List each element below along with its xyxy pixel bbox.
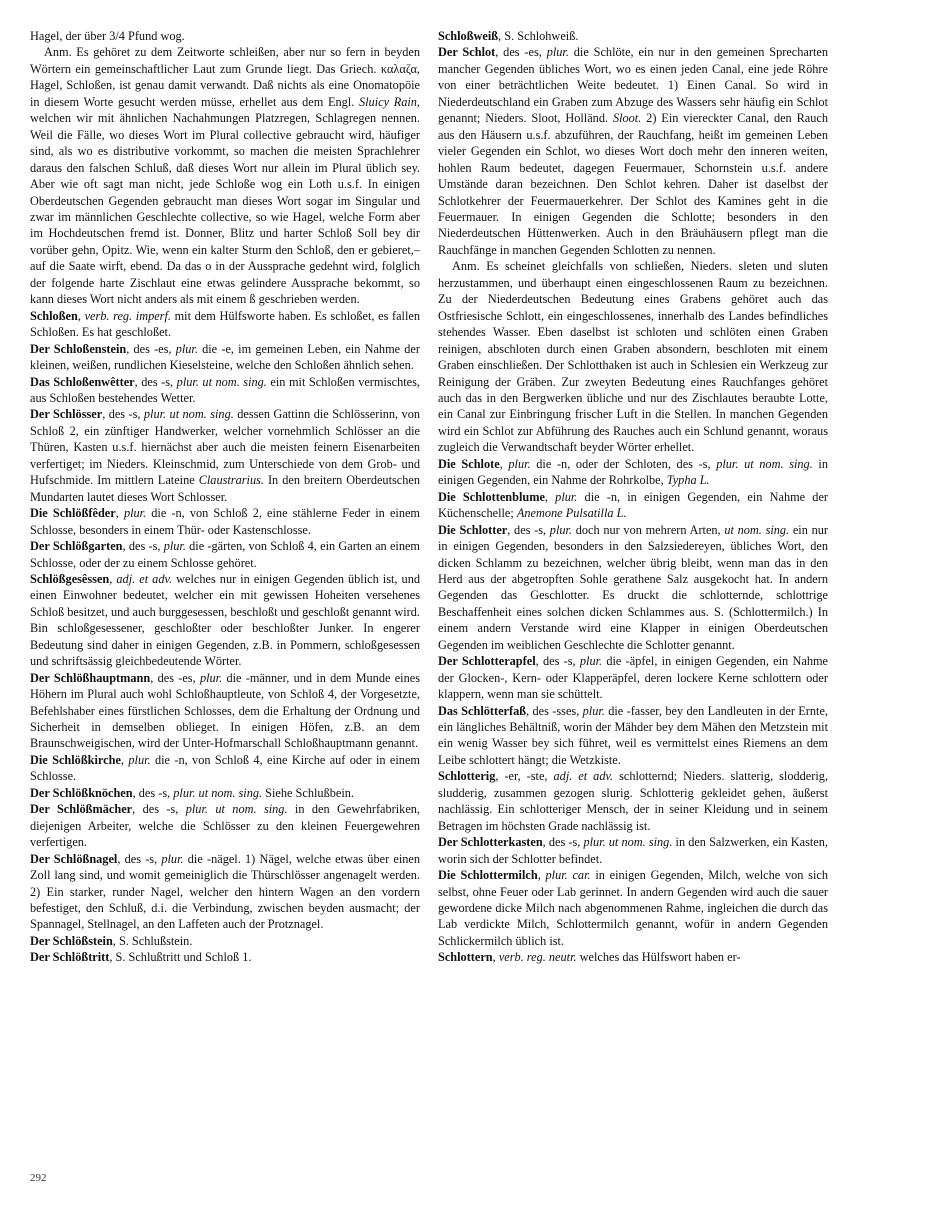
entry-text: , des -s,	[132, 802, 186, 817]
dictionary-entry	[30, 801, 420, 850]
entry-text: , des -s,	[542, 835, 584, 850]
entry-text: in einigen Gegenden, Milch, welche von sich selbst, ohne Feuer oder Lab gerinnet. In andern Gegenden wird auch die sauer gewordene dicke Milch nach abgenommenen Rahme, ingleichen die durch das Lab verdickte Milch, Schlottermilch genannt, wofür in andern Gegenden Schlickermilch üblich ist.	[438, 868, 828, 948]
entry-text: ,	[537, 868, 546, 883]
entry-text: die -gärten, von Schloß 4, ein Garten an einem Schlosse, oder der zu einem Schlosse gehöret.	[30, 539, 420, 570]
annotation-paragraph	[438, 258, 828, 455]
entry-text: ein nur in einigen Gegenden, besonders in den Salzsiedereyen, übliches Wort, den dicken Schlamm zu bezeichnen, welcher übrig bleibt, wenn man das in den Herd aus der abgetropften Sohle gerathene Salz ausgekocht hat. In andern Gegenden das Geschlotter. Es druckt die schlotternde, schlottrige Beschaffenheit eines solchen dicken Schlammes aus. S. (Schlottermilch.) In einem andern Verstande wird eine Klapper in einigen Oberdeutschen Gegenden im weiblichen Geschlechte die Schlotter genannt.	[438, 522, 828, 652]
entry-text: , des -s,	[122, 539, 164, 554]
dictionary-entry	[438, 28, 828, 44]
entry-text: welches nur in einigen Gegenden üblich ist, und einen Einwohner bedeutet, welcher ein mit gewissen Hoheiten versehenes Schloß besitzet, und auch burggesessen, beschloßt und geschloßt genannt wird. Bin schloßgesessener, geschloßter oder beschloßter Junker. In engerer Bedeutung sind daher in einigen Gegenden, z.B. in Pommern, schloßgesessen und schriftsässig gleichbedeutende Wörter.	[30, 571, 420, 669]
entry-text: , des -s,	[134, 374, 177, 389]
grammar-note: verb. reg. neutr.	[498, 950, 577, 965]
grammar-note: plur. ut nom. sing.	[176, 374, 267, 389]
headword: Schloßweiß	[438, 29, 499, 43]
entry-text: , des -s,	[102, 407, 144, 422]
headword: Der Schlößnagel	[30, 851, 118, 866]
dictionary-entry	[30, 949, 420, 965]
headword: Das Schlötterfaß	[438, 703, 527, 718]
page-number: 292	[30, 1172, 47, 1184]
entry-text: in einigen Gegenden, ein Nahme der Rohrkolbe,	[438, 456, 828, 488]
grammar-note: plur.	[508, 456, 531, 471]
headword: Das Schloßenwêtter	[30, 374, 135, 389]
entry-text: in den Salzwerken, ein Kasten, worin sich der Schlotter befindet.	[438, 835, 828, 866]
entry-text: 2) Ein viereckter Canal, den Rauch aus den Häusern u.s.f. abzuführen, der Rauchfang, heißt im gemeinen Leben vieler Gegenden ein Schlot, wo dieses Wort doch mehr den inneren weiten, hohlen Raum bedeutet, dagegen Feuermauer, Schornstein u.s.f. andere Umstände daran bezeichnen. Den Schlot kehren. Daher ist daselbst der Schlotkehrer der Feuermauerkehrer. Der Schlot des Kamines geht in die Feuermauer. In einigen Gegenden die Schlotte; besonders in den Niederdeutschen Hüttenwerken. Auch in den Bräuhäusern pflegt man die Rauchfänge in manchen Gegenden Schlotten zu nennen.	[438, 111, 828, 257]
dictionary-entry	[30, 670, 420, 752]
grammar-note: plur. ut nom. sing.	[185, 802, 288, 817]
entry-text: , des -s,	[507, 522, 550, 537]
grammar-note: plur.	[555, 489, 578, 504]
entry-text: , -er, -ste,	[495, 769, 554, 784]
dictionary-entry	[30, 571, 420, 670]
dictionary-entry	[30, 505, 420, 538]
headword: Die Schlotter	[438, 522, 508, 537]
entry-text: ,	[492, 950, 499, 965]
dictionary-entry	[438, 834, 828, 867]
grammar-note: plur.	[163, 539, 186, 554]
dictionary-entry	[30, 308, 420, 341]
dictionary-entry	[30, 933, 420, 949]
dictionary-entry	[30, 752, 420, 785]
headword: Die Schlottermilch	[438, 868, 538, 883]
grammar-note: plur.	[546, 45, 569, 60]
dictionary-entry	[30, 406, 420, 505]
dictionary-entry	[30, 785, 420, 801]
grammar-note: Sluicy Rain,	[358, 94, 421, 109]
dictionary-entry	[30, 28, 420, 44]
entry-text: ,	[109, 571, 117, 586]
grammar-note: ut nom. sing.	[724, 522, 790, 537]
dictionary-entry	[438, 44, 828, 258]
grammar-note: plur. ut nom. sing.	[173, 785, 263, 800]
entry-text: doch nur von mehrern Arten,	[572, 522, 725, 537]
dictionary-entry	[438, 489, 828, 522]
entry-text: welchen wir mit ähnlichen Nachahmungen Platzregen, Schlagregen nennen. Weil die Fälle, wo dieses Wort im Plural collective gebraucht wird, häufiger sind, als wo es distributive vorkommt, so machen die meisten Sprachlehrer daraus den falschen Schluß, daß dieses Wort nur allein im Plural üblich sey. Aber wie oft sagt man nicht, jede Schloße wog ein Loth u.s.f. In einigen Oberdeutschen Gegenden gebraucht man dieses Wort sogar im Singular und zwar im männlichen Geschlechte collective, so wie Hagel, welche Form aber im Hochdeutschen fremd ist. Donner, Blitz und harter Schloß Soll bey dir vorüber gehn, Opitz. Wie, wenn ein kalter Sturm den Schloß, den er gebieret,– auf die Saate wirft, ebend. Da das o in der Aussprache gedehnt wird, folglich der folgende harte Zischlaut eine etwas gelindere Aussprache bekommt, so kann dieses Wort nicht anders als mit einem ß geschrieben werden.	[30, 111, 420, 307]
entry-text: schlotternd; Nieders. slatterig, slodderig, sludderig, zusammen gezogen slurig. Schlotterig gekleidet gehen, äußerst nachlässig. Ein schlotteriger Mensch, der in seiner Kleidung und in seinem Betragen im höchsten Grade nachlässig ist.	[438, 769, 828, 833]
grammar-note: plur.	[123, 506, 147, 521]
dictionary-entry	[438, 703, 828, 769]
headword: Die Schlößkirche	[30, 752, 121, 767]
entry-text: In den breitern Oberdeutschen Mundarten lautet dieses Wort Schlosser.	[30, 473, 420, 504]
headword: Der Schlößmächer	[30, 802, 133, 817]
entry-text: Anm. Es scheinet gleichfalls von schließen, Nieders. sleten und sluten herzustammen, und überhaupt einen eingeschlossenen Raum zu bezeichnen. Zu der Niederdeutschen Bedeutung eines Grabens gehöret auch das Ostfriesische Schlott, ein eingeschlossenes, innerhalb des Landes befindliches stehendes Wasser. Eben daselbst ist schloten und schlöten einen Graben reinigen, abschloten durch einen Graben absondern, beschloten mit einem Graben einschließen. Der Schlotthaken ist auch in Schlesien ein Werkzeug zur Reinigung der Gräben. Zur zweyten Bedeutung eines Rauchfanges gehöret auch das in den Bergwerken übliche und nur des Zischlautes beraubte Lotte, ein Canal zur Einbringung frischer Luft in die Stellen. In manchen Gegenden wird ein Schlot zur Abführung des Rauches auch ein Schlund genannt, woraus zugleich die Verwandtschaft beyder Wörter erhellet.	[438, 259, 828, 455]
entry-text: Anm. Es gehöret zu dem Zeitworte schleißen, aber nur so fern in beyden Wörtern ein gemeinschaftlicher Laut zum Grunde liegt. Das Griech. καλαζα, Hagel, Schloßen, ist genau damit verwandt. Daß nichts als eine Onomatopöie in diesem Worte gesucht werden müsse, erhellet aus dem Engl.	[30, 45, 420, 109]
grammar-note: Sloot.	[612, 111, 642, 126]
entry-text: , des -s,	[535, 654, 580, 669]
headword: Schlotterig	[438, 769, 496, 784]
headword: Der Schlotterapfel	[438, 654, 536, 669]
grammar-note: Claustrarius.	[198, 473, 264, 488]
entry-text: , S. Schlohweiß.	[498, 29, 579, 43]
entry-text: die -nägel. 1) Nägel, welche etwas über einen Zoll lang sind, und womit gemeiniglich die Thürschlösser angenagelt werden. 2) Ein starker, runder Nagel, welcher den hintern Wagen an den vordern befestiget, den Schluß, d.i. die Verbindung, zwischen beyden ausmacht; der Spannagel, Stellnagel, an den Laffeten auch der Protznagel.	[30, 851, 420, 932]
entry-text: die -äpfel, in einigen Gegenden, ein Nahme der Glocken-, Kern- oder Klapperäpfel, deren lockere Kerne schlottern oder klappern, wenn man sie schüttelt.	[438, 654, 828, 702]
grammar-note: plur.	[161, 851, 184, 866]
dictionary-page	[30, 28, 910, 1178]
grammar-note: adj. et adv.	[553, 769, 614, 784]
entry-text: ,	[120, 752, 129, 767]
grammar-note: plur. car.	[545, 868, 591, 883]
grammar-note: Anemone Pulsatilla L.	[516, 506, 627, 521]
annotation-paragraph	[30, 44, 420, 307]
dictionary-entry	[30, 374, 420, 407]
headword: Die Schlote	[438, 456, 500, 471]
grammar-note: plur.	[582, 703, 605, 718]
grammar-note: plur.	[579, 654, 603, 669]
headword: Der Schlößgarten	[30, 539, 123, 554]
dictionary-entry	[438, 768, 828, 834]
grammar-note: plur. ut nom. sing.	[716, 456, 813, 471]
entry-text: , S. Schlußstein.	[112, 933, 193, 948]
entry-text: die -e, im gemeinen Leben, ein Nahme der kleinen, weißen, rundlichen Kieselsteine, welche den Schloßen ähnlich sehen.	[30, 341, 420, 373]
entry-text: , des -es,	[150, 670, 200, 685]
grammar-note: plur.	[128, 752, 151, 767]
entry-text: , des -s,	[132, 785, 174, 800]
dictionary-entry	[438, 867, 828, 949]
entry-text: Hagel, der über 3/4 Pfund wog.	[30, 29, 185, 43]
grammar-note: plur. ut nom. sing.	[143, 407, 234, 422]
headword: Der Schloßenstein	[30, 341, 127, 356]
entry-text: die -n, von Schloß 2, eine stählerne Feder in einem Schlosse, besonders in einem Thür- oder Kastenschlosse.	[30, 506, 420, 537]
headword: Die Schlößfêder	[30, 506, 116, 521]
headword: Der Schlößtritt	[30, 950, 110, 965]
entry-text: dessen Gattinn die Schlösserinn, von Schloß 2, ein zünftiger Handwerker, welcher vornehmlich Schlösser an die Thüren, Kasten u.s.f. hiernächst aber auch die meisten feinern Eisenarbeiten verfertiget; im Nieders. Kleinschmid, zum Unterschiede von dem Grob- und Hufschmide. Im mittlern Lateine	[30, 407, 420, 488]
right-column	[438, 28, 828, 966]
dictionary-entry	[438, 456, 828, 489]
dictionary-entry	[438, 522, 828, 654]
entry-text: die -fasser, bey den Landleuten in der Ernte, ein längliches Behältniß, worin der Mähder bey dem Mähen den Metzstein mit ein wenig Wasser bey sich führet, weil es vermittelst eines Riemens an dem Leibe schlottert hängt; die Wetzkiste.	[438, 703, 828, 767]
headword: Schloßen	[30, 308, 78, 323]
entry-text: , S. Schlußtritt und Schloß 1.	[109, 950, 252, 965]
entry-text: in den Gewehrfabriken, diejenigen Arbeiter, welche die Schlösser zu den kleinen Feuergewehren verfertigen.	[30, 802, 420, 850]
left-column	[30, 28, 420, 966]
entry-text: ,	[77, 308, 85, 323]
grammar-note: plur.	[199, 670, 223, 685]
grammar-note: adj. et adv.	[116, 571, 173, 586]
headword: Der Schlot	[438, 45, 496, 60]
headword: Der Schlößhauptmann	[30, 670, 151, 685]
dictionary-entry	[30, 341, 420, 374]
dictionary-entry	[438, 949, 828, 965]
entry-text: die -n, in einigen Gegenden, ein Nahme der Küchenschelle;	[438, 489, 829, 521]
entry-text: welches das Hülfswort haben er-	[576, 950, 741, 965]
entry-text: ,	[115, 506, 124, 521]
entry-text: , des -es,	[495, 45, 547, 60]
dictionary-entry	[438, 653, 828, 702]
entry-text: die -männer, und in dem Munde eines Höhern im Plural auch wohl Schloßhauptleute, von Schloß 4, der Vorgesetzte, Befehlshaber eines fürstlichen Schlosses, dem die Erhaltung der Ordnung und Sicherheit in demselben oblieget. In einigen Höfen, z.B. an dem Braunschweigischen, wird der Unter-Hofmarschall Schloßhauptmann genannt.	[30, 670, 420, 751]
entry-text: , des -s,	[117, 851, 162, 866]
grammar-note: plur. ut nom. sing.	[583, 835, 673, 850]
headword: Der Schlößstein	[30, 933, 113, 948]
grammar-note: verb. reg. imperf.	[84, 308, 171, 323]
entry-text: mit dem Hülfsworte haben. Es schloßet, es fallen Schloßen. Es hat geschloßet.	[30, 308, 421, 340]
entry-text: die -n, oder der Schloten, des -s,	[530, 456, 717, 471]
headword: Schlößgesêssen	[30, 571, 110, 586]
grammar-note: plur.	[549, 522, 573, 537]
entry-text: Siehe Schlußbein.	[262, 785, 354, 800]
headword: Der Schlotterkasten	[438, 835, 543, 850]
dictionary-entry	[30, 538, 420, 571]
entry-text: ,	[544, 489, 556, 504]
entry-text: die Schlöte, ein nur in den gemeinen Sprecharten mancher Gegenden übliches Wort, wo es einen jeden Canal, eine jede Röhre von einer beträchtlichen Weite bedeutet. 1) Einen Canal. So wird in Niederdeutschland ein Graben zum Abzuge des Wassers sehr häufig ein Schlot genannt; Nieders. Sloot, Holländ.	[438, 45, 828, 126]
headword: Die Schlottenblume	[438, 489, 545, 504]
entry-text: die -n, von Schloß 4, eine Kirche auf oder in einem Schlosse.	[30, 752, 420, 784]
entry-text: , des -es,	[126, 341, 176, 356]
grammar-note: plur.	[175, 341, 198, 356]
dictionary-entry	[30, 851, 420, 933]
entry-text: , des -sses,	[526, 703, 583, 718]
entry-text: ,	[499, 456, 509, 471]
headword: Der Schlösser	[30, 407, 103, 422]
headword: Schlottern	[438, 950, 493, 965]
headword: Der Schlößknöchen	[30, 785, 133, 800]
grammar-note: Typha L.	[666, 473, 710, 488]
entry-text: ein mit Schloßen vermischtes, aus Schloßen bestehendes Wetter.	[30, 374, 421, 405]
